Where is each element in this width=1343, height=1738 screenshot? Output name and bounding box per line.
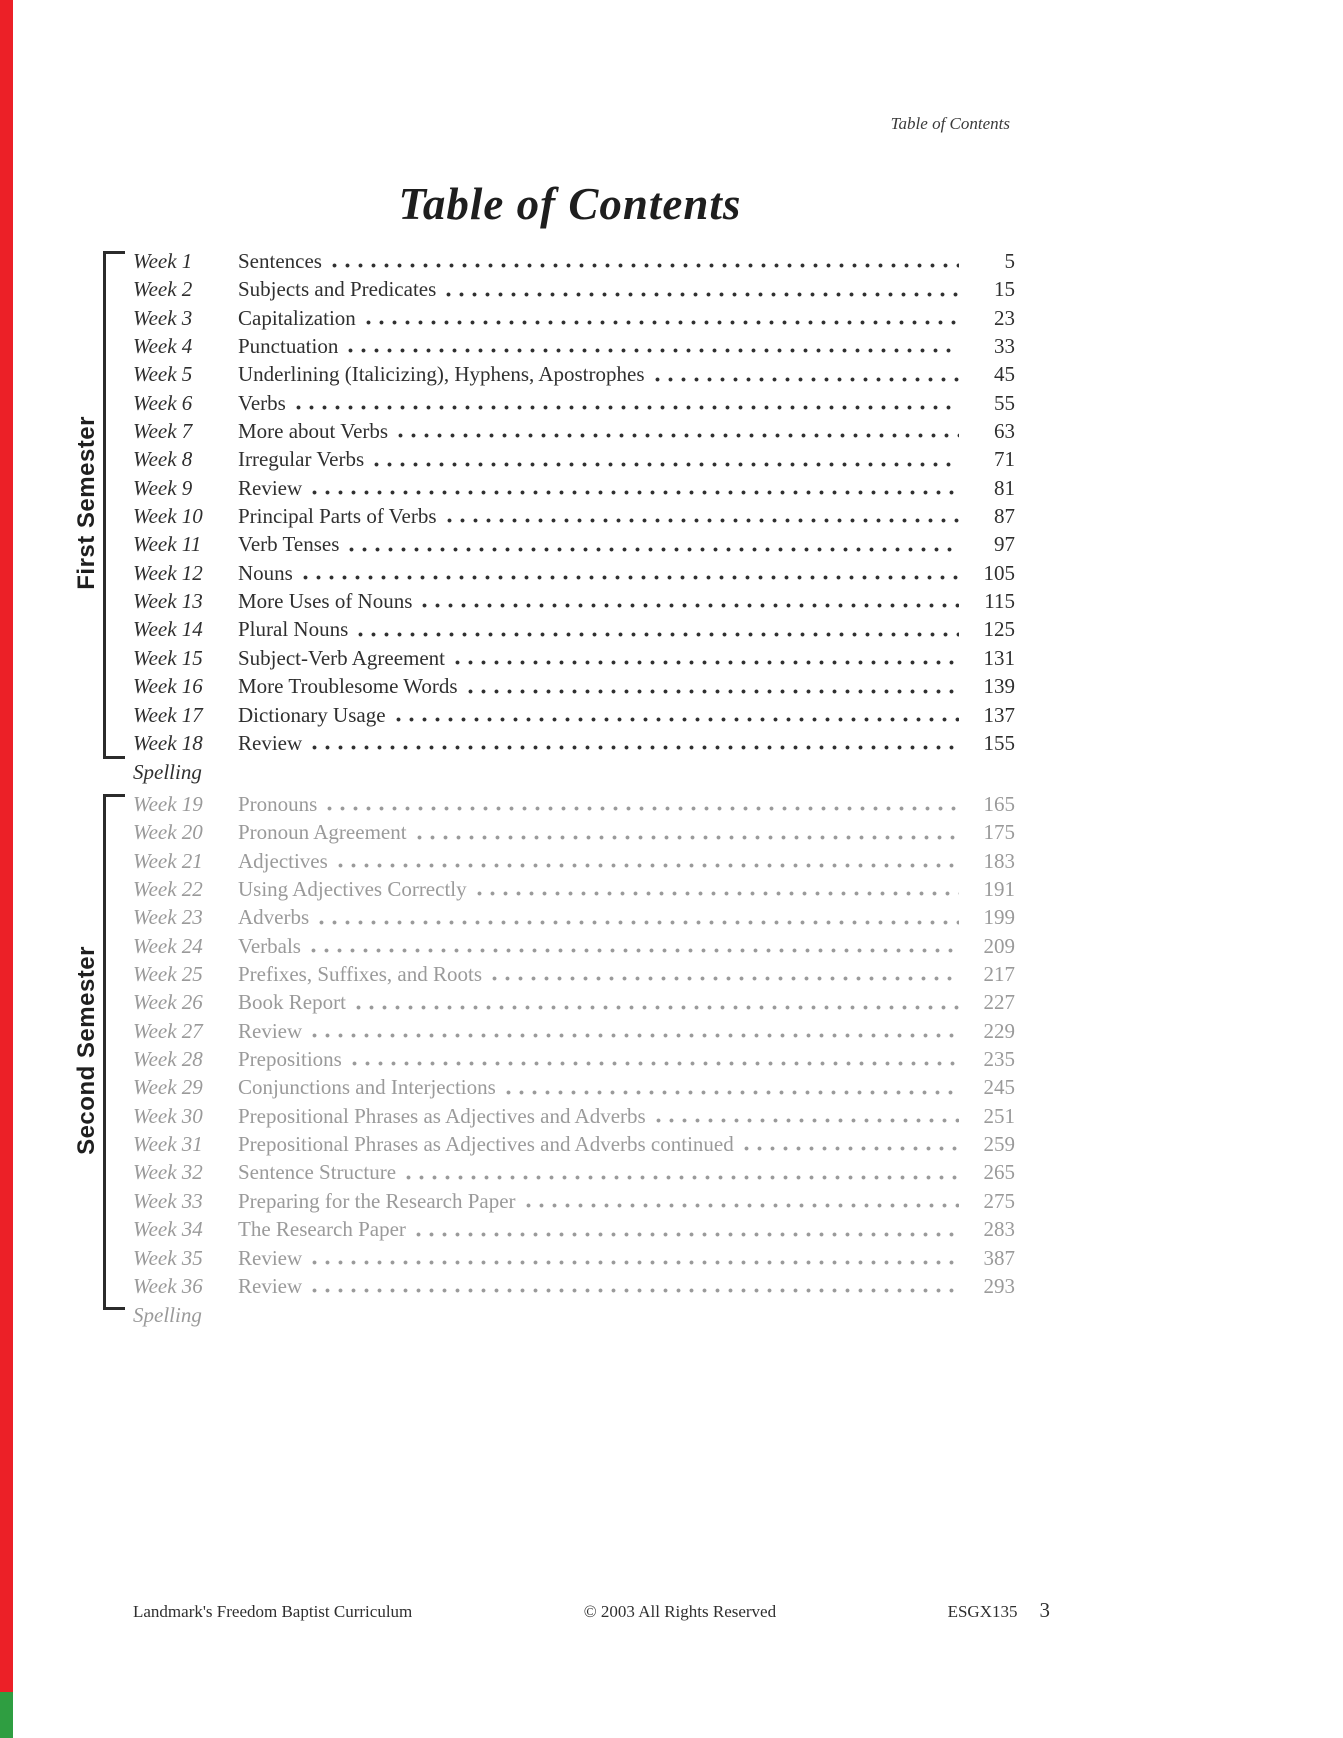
dot-leader [655, 377, 959, 382]
toc-entry [133, 1244, 1015, 1272]
toc-entry-title: More about Verbs [238, 419, 389, 444]
dot-leader [319, 920, 959, 925]
toc-entry-title: Verbs [238, 390, 286, 415]
toc-week-label: Week 24 [133, 933, 203, 958]
toc-week-label: Week 9 [133, 475, 193, 500]
dot-leader [447, 518, 959, 523]
toc-entry-title: Using Adjectives Correctly [238, 877, 467, 902]
scan-edge-red [0, 0, 13, 1692]
toc-entry [133, 903, 1015, 931]
dot-leader [327, 806, 959, 811]
dot-leader [312, 1288, 959, 1293]
toc-entry [133, 275, 1015, 303]
toc-entry [133, 530, 1015, 558]
toc-entry-title: Prefixes, Suffixes, and Roots [238, 962, 483, 987]
toc-spelling-row [133, 758, 1015, 786]
toc-entry [133, 360, 1015, 388]
toc-week-label: Week 10 [133, 504, 203, 529]
toc-week-label: Week 14 [133, 617, 203, 642]
toc-entry-title: Adjectives [238, 848, 328, 873]
toc-week-label: Week 15 [133, 645, 203, 670]
dot-leader [744, 1146, 959, 1151]
toc-page-number: 105 [983, 560, 1015, 585]
toc-entry-title: Plural Nouns [238, 617, 349, 642]
toc-entry-title: Review [238, 730, 303, 755]
toc-page-number: 275 [983, 1188, 1015, 1213]
toc-page-number: 199 [983, 905, 1015, 930]
toc-entry [133, 615, 1015, 643]
toc-week-label: Week 13 [133, 589, 203, 614]
toc-week-label: Week 3 [133, 305, 193, 330]
toc-page-number: 55 [994, 390, 1015, 415]
toc-entry-title: Principal Parts of Verbs [238, 504, 437, 529]
toc-page-number: 97 [994, 532, 1015, 557]
toc-page-number: 131 [983, 645, 1015, 670]
toc-entry [133, 502, 1015, 530]
toc-page-number: 217 [983, 962, 1015, 987]
dot-leader [492, 976, 959, 981]
toc-entry-title: Review [238, 1273, 303, 1298]
toc-entry [133, 474, 1015, 502]
dot-leader [406, 1175, 959, 1180]
dot-leader [348, 348, 959, 353]
toc-entry-title: Punctuation [238, 334, 339, 359]
toc-list-first [133, 247, 1015, 787]
dot-leader [312, 1033, 959, 1038]
toc-page-number: 265 [983, 1160, 1015, 1185]
toc-week-label: Week 36 [133, 1273, 203, 1298]
toc-entry-title: Adverbs [238, 905, 310, 930]
toc-week-label: Week 6 [133, 390, 193, 415]
toc-page-number: 45 [994, 362, 1015, 387]
toc-entry-title: Verb Tenses [238, 532, 340, 557]
footer-page-number: 3 [1039, 1598, 1050, 1622]
toc-entry [133, 644, 1015, 672]
dot-leader [312, 490, 959, 495]
toc-page-number: 229 [983, 1018, 1015, 1043]
toc-page-number: 23 [994, 305, 1015, 330]
toc-week-label: Week 11 [133, 532, 202, 557]
toc-entry-title: More Uses of Nouns [238, 589, 413, 614]
toc-page-number: 175 [983, 820, 1015, 845]
toc-entry-title: Book Report [238, 990, 346, 1015]
semester-bracket-first [103, 251, 125, 759]
toc-page-number: 87 [994, 504, 1015, 529]
toc-page-number: 125 [983, 617, 1015, 642]
toc-entry [133, 1215, 1015, 1243]
dot-leader [366, 320, 959, 325]
toc-page-number: 245 [983, 1075, 1015, 1100]
toc-entry [133, 1045, 1015, 1073]
semester-label-first-text: First Semester [73, 416, 100, 590]
toc-entry-title: Pronoun Agreement [238, 820, 407, 845]
toc-entry-title: Prepositional Phrases as Adjectives and Adverbs continued [238, 1132, 734, 1157]
toc-entry [133, 847, 1015, 875]
dot-leader [468, 689, 959, 694]
dot-leader [311, 948, 959, 953]
dot-leader [312, 1260, 959, 1265]
dot-leader [349, 547, 959, 552]
toc-page-number: 293 [983, 1273, 1015, 1298]
toc-entry [133, 1187, 1015, 1215]
semester-bracket-second [103, 794, 125, 1310]
dot-leader [312, 745, 959, 750]
toc-entry-title: Conjunctions and Interjections [238, 1075, 496, 1100]
toc-page-number: 227 [983, 990, 1015, 1015]
toc-week-label: Week 12 [133, 560, 203, 585]
toc-page-number: 71 [994, 447, 1015, 472]
toc-entry-title: The Research Paper [238, 1217, 406, 1242]
dot-leader [303, 575, 959, 580]
toc-week-label: Week 7 [133, 419, 193, 444]
dot-leader [396, 717, 959, 722]
toc-entry-title: Sentences [238, 249, 322, 273]
toc-entry-title: Review [238, 1018, 303, 1043]
toc-week-label: Week 21 [133, 848, 203, 873]
dot-leader [417, 835, 959, 840]
toc-entry [133, 960, 1015, 988]
toc-entry-title: Nouns [238, 560, 293, 585]
toc-week-label: Week 35 [133, 1245, 203, 1270]
semester-second [75, 790, 1015, 1340]
toc-entry [133, 875, 1015, 903]
dot-leader [338, 863, 959, 868]
page-footer [133, 1598, 1050, 1623]
toc-entry-title: Subject-Verb Agreement [238, 645, 446, 670]
toc-page-number: 165 [983, 792, 1015, 816]
toc-entry-title: Preparing for the Research Paper [238, 1188, 516, 1213]
toc-entry [133, 1073, 1015, 1101]
toc-week-label: Week 22 [133, 877, 203, 902]
toc-week-label: Week 27 [133, 1018, 203, 1043]
toc-entry [133, 818, 1015, 846]
toc-week-label: Week 20 [133, 820, 203, 845]
dot-leader [526, 1203, 959, 1208]
toc-page-number: 81 [994, 475, 1015, 500]
toc-entry [133, 304, 1015, 332]
toc-page-number: 259 [983, 1132, 1015, 1157]
toc-week-label: Week 5 [133, 362, 193, 387]
toc-entry-title: Dictionary Usage [238, 702, 386, 727]
toc-entry [133, 559, 1015, 587]
toc-entry [133, 672, 1015, 700]
toc-page-number: 63 [994, 419, 1015, 444]
toc-week-label: Week 30 [133, 1103, 203, 1128]
toc-entry [133, 790, 1015, 818]
toc-week-label: Week 1 [133, 249, 193, 273]
dot-leader [296, 405, 959, 410]
toc-entry [133, 247, 1015, 275]
semester-label-first [71, 247, 103, 759]
dot-leader [398, 433, 959, 438]
toc-entry [133, 932, 1015, 960]
toc-entry-title: Verbals [238, 933, 301, 958]
dot-leader [358, 632, 959, 637]
dot-leader [506, 1090, 959, 1095]
toc-entry-title: Capitalization [238, 305, 356, 330]
toc-entry-title: Pronouns [238, 792, 318, 816]
dot-leader [455, 660, 959, 665]
toc-week-label: Week 18 [133, 730, 203, 755]
toc-entry [133, 701, 1015, 729]
semester-first [75, 247, 1015, 792]
toc-page-number: 387 [983, 1245, 1015, 1270]
page-title: Table of Contents [398, 179, 742, 229]
toc-week-label: Week 2 [133, 277, 193, 302]
dot-leader [656, 1118, 959, 1123]
dot-leader [352, 1061, 959, 1066]
toc-list-second [133, 790, 1015, 1330]
toc-entry [133, 729, 1015, 757]
toc-page-number: 155 [983, 730, 1015, 755]
toc-entry-title: Underlining (Italicizing), Hyphens, Apostrophes [238, 362, 645, 387]
toc-entry [133, 1272, 1015, 1300]
toc-page-number: 15 [994, 277, 1015, 302]
toc-entry-title: Subjects and Predicates [238, 277, 437, 302]
toc-entry-title: Review [238, 475, 303, 500]
toc-page-number: 137 [983, 702, 1015, 727]
toc-week-label: Week 17 [133, 702, 203, 727]
toc-entry [133, 1158, 1015, 1186]
toc-page-number: 5 [1004, 249, 1015, 273]
toc-page-number: 191 [983, 877, 1015, 902]
toc-spelling-label: Spelling [133, 1303, 202, 1328]
footer-copyright: © 2003 All Rights Reserved [583, 1602, 777, 1621]
toc-page-number: 209 [983, 933, 1015, 958]
toc-entry [133, 1130, 1015, 1158]
toc-page-number: 283 [983, 1217, 1015, 1242]
toc-entry [133, 1017, 1015, 1045]
toc-spelling-row [133, 1301, 1015, 1329]
dot-leader [374, 462, 959, 467]
toc-entry [133, 332, 1015, 360]
footer-code: ESGX135 [947, 1602, 1018, 1621]
toc-week-label: Week 19 [133, 792, 203, 816]
toc-entry-title: Prepositional Phrases as Adjectives and Adverbs [238, 1103, 646, 1128]
toc-week-label: Week 25 [133, 962, 203, 987]
toc-page-number: 183 [983, 848, 1015, 873]
toc-entry-title: Sentence Structure [238, 1160, 397, 1185]
toc-week-label: Week 16 [133, 674, 203, 699]
toc-page-number: 251 [983, 1103, 1015, 1128]
toc-entry-title: Review [238, 1245, 303, 1270]
running-header: Table of Contents [890, 114, 1010, 133]
toc-page-number: 33 [994, 334, 1015, 359]
toc-week-label: Week 34 [133, 1217, 203, 1242]
toc-entry [133, 587, 1015, 615]
toc-week-label: Week 31 [133, 1132, 203, 1157]
toc-week-label: Week 26 [133, 990, 203, 1015]
toc-entry [133, 445, 1015, 473]
toc-week-label: Week 4 [133, 334, 193, 359]
toc-entry [133, 988, 1015, 1016]
toc-page-number: 139 [983, 674, 1015, 699]
dot-leader [416, 1232, 959, 1237]
toc-page-number: 235 [983, 1047, 1015, 1072]
toc-spelling-label: Spelling [133, 760, 202, 785]
footer-publisher: Landmark's Freedom Baptist Curriculum [133, 1602, 413, 1621]
dot-leader [356, 1005, 959, 1010]
toc-entry-title: Prepositions [238, 1047, 342, 1072]
dot-leader [446, 292, 959, 297]
toc-week-label: Week 28 [133, 1047, 203, 1072]
toc-week-label: Week 32 [133, 1160, 203, 1185]
dot-leader [332, 263, 959, 268]
toc-week-label: Week 33 [133, 1188, 203, 1213]
dot-leader [422, 603, 959, 608]
toc-entry [133, 389, 1015, 417]
toc-entry-title: Irregular Verbs [238, 447, 365, 472]
semester-label-second-text: Second Semester [73, 945, 100, 1155]
toc-week-label: Week 29 [133, 1075, 203, 1100]
toc-entry-title: More Troublesome Words [238, 674, 458, 699]
toc-page-number: 115 [984, 589, 1015, 614]
toc-entry [133, 1102, 1015, 1130]
footer-right-group [948, 1598, 1050, 1623]
semester-label-second [71, 790, 103, 1310]
toc-week-label: Week 23 [133, 905, 203, 930]
scan-edge-strip [0, 0, 13, 1738]
toc-week-label: Week 8 [133, 447, 193, 472]
scan-edge-green [0, 1692, 13, 1738]
toc-entry [133, 417, 1015, 445]
dot-leader [477, 891, 959, 896]
